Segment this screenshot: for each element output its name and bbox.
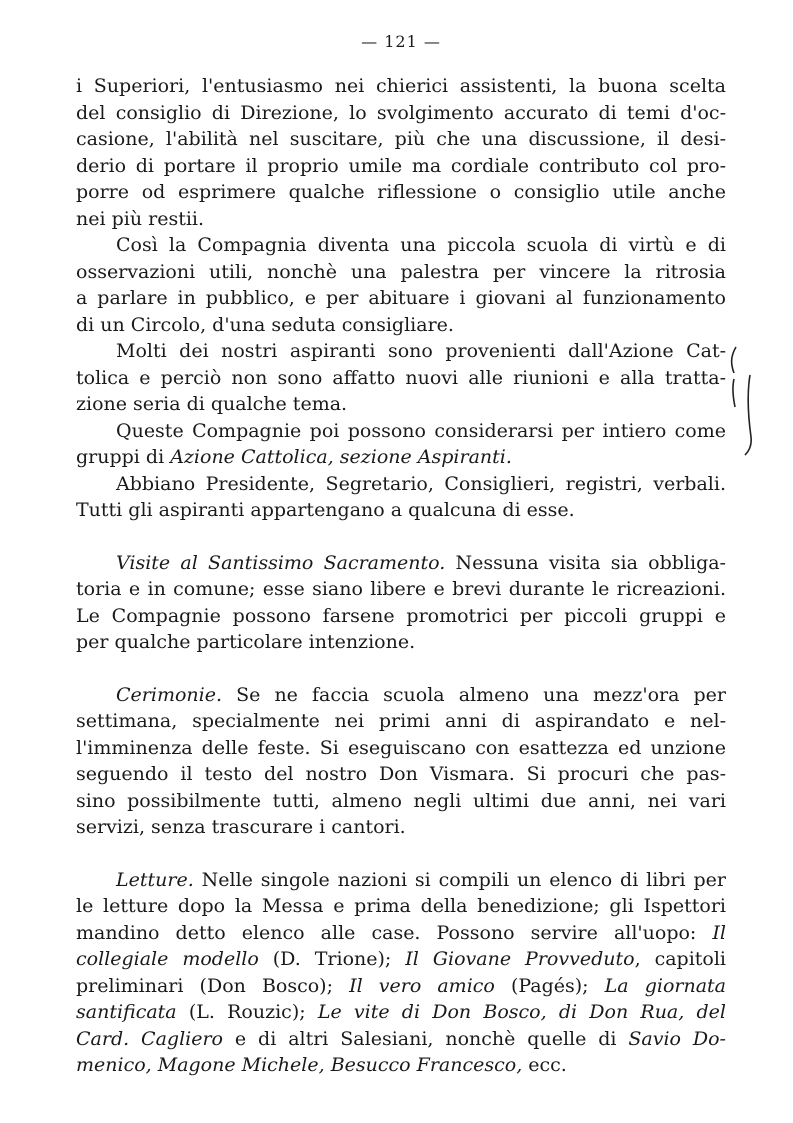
book-title: santificata — [76, 1001, 177, 1023]
text-line: per qualche particolare intenzione. — [76, 631, 416, 653]
text-run: Nessuna visita sia obbliga- — [445, 551, 726, 574]
paragraph-gap — [76, 656, 726, 682]
paragraph-cerimonie — [76, 682, 726, 841]
text-line: Così la Compagnia diventa una piccola scuola di virtù e di — [116, 234, 726, 256]
italic-run: Azione Cattolica, sezione Aspiranti. — [170, 446, 512, 468]
book-title: menico, Magone Michele, Besucco Francesco, — [76, 1054, 523, 1076]
text-line — [76, 1052, 726, 1079]
paragraph-gap — [76, 524, 726, 550]
text-line: l'imminenza delle feste. Si eseguiscano con esattezza ed unzione — [76, 736, 726, 759]
text-run: Se ne faccia scuola almeno una mezz'ora per — [222, 683, 726, 706]
text-line — [76, 682, 726, 709]
paragraph-1 — [76, 73, 726, 232]
text-run: , capitoli — [634, 948, 727, 970]
text-run: gruppi di — [76, 446, 171, 468]
book-title: collegiale modello — [76, 948, 259, 970]
text-line: servizi, senza trascurare i cantori. — [76, 816, 406, 838]
text-line — [76, 1026, 726, 1053]
text-run: mandino detto elenco alle case. Possono servire all'uopo: — [76, 921, 713, 944]
text-line: zione seria di qualche tema. — [76, 393, 348, 415]
book-title: Il vero amico — [349, 974, 495, 997]
handwritten-margin-bracket — [728, 345, 758, 457]
text-line: Abbiano Presidente, Segretario, Consiglieri, registri, verbali. — [116, 472, 726, 495]
book-title: Savio Do- — [628, 1027, 726, 1050]
text-line — [76, 973, 726, 1000]
text-line: toria e in comune; esse siano libere e brevi durante le ricreazioni. — [76, 578, 726, 600]
paragraph-gap — [76, 841, 726, 867]
book-title: Il — [712, 921, 726, 944]
text-line: Queste Compagnie poi possono considerarsi per intiero come — [116, 419, 726, 442]
paragraph-3 — [76, 338, 726, 418]
text-run: (Pagés); — [494, 974, 605, 997]
text-line: Tutti gli aspiranti appartengano a qualcuna di esse. — [76, 499, 575, 521]
text-line — [76, 444, 726, 471]
text-line: seguendo il testo del nostro Don Vismara. Si procuri che pas- — [76, 763, 726, 785]
text-run: Nelle singole nazioni si compili un elenco di libri per — [193, 868, 726, 891]
book-title: La giornata — [604, 974, 726, 997]
text-line: derio di portare il proprio umile ma cordiale contributo col pro- — [76, 154, 726, 177]
text-line — [76, 867, 726, 894]
text-line: le letture dopo la Messa e prima della benedizione; gli Ispettori — [76, 895, 726, 917]
text-line: osservazioni utili, nonchè una palestra per vincere la ritrosia — [76, 260, 726, 283]
book-title: Il Giovane Provveduto — [405, 948, 635, 970]
section-heading: Letture. — [116, 868, 194, 891]
text-line — [76, 920, 726, 947]
text-run: (D. Trione); — [258, 948, 406, 970]
text-line: nei più restii. — [76, 207, 205, 230]
text-line: settimana, specialmente nei primi anni di aspirandato e nel- — [76, 710, 726, 732]
page-number: — 121 — — [361, 32, 441, 51]
text-line: tolica e perciò non sono affatto nuovi alle riunioni e alla tratta- — [76, 366, 726, 389]
book-title: Le vite di Don Bosco, di Don Rua, del — [317, 1001, 726, 1023]
text-line: Molti dei nostri aspiranti sono provenienti dall'Azione Cat- — [116, 340, 726, 362]
text-line — [76, 946, 726, 973]
text-line: a parlare in pubblico, e per abituare i giovani al funzionamento — [76, 287, 726, 309]
text-line: del consiglio di Direzione, lo svolgimento accurato di temi d'oc- — [76, 101, 726, 124]
text-line: i Superiori, l'entusiasmo nei chierici assistenti, la buona scelta — [76, 75, 726, 97]
text-line: di un Circolo, d'una seduta consigliare. — [76, 313, 454, 336]
text-line: porre od esprimere qualche riflessione o consiglio utile anche — [76, 181, 726, 203]
text-line — [76, 550, 726, 577]
text-line: Le Compagnie possono farsene promotrici per piccoli gruppi e — [76, 604, 726, 627]
book-page — [76, 32, 726, 1079]
section-heading: Visite al Santissimo Sacramento. — [116, 551, 446, 574]
text-run: e di altri Salesiani, nonchè quelle di — [223, 1027, 629, 1050]
paragraph-4 — [76, 418, 726, 471]
paragraph-2 — [76, 232, 726, 338]
text-run: preliminari (Don Bosco); — [76, 974, 350, 997]
text-run: ecc. — [522, 1054, 567, 1076]
book-title: Card. Cagliero — [76, 1027, 223, 1050]
section-heading: Cerimonie. — [116, 683, 222, 706]
paragraph-visite — [76, 550, 726, 656]
text-run: (L. Rouzic); — [176, 1001, 318, 1023]
paragraph-letture — [76, 867, 726, 1079]
text-line: casione, l'abilità nel suscitare, più che una discussione, il desi- — [76, 128, 726, 150]
paragraph-5 — [76, 471, 726, 524]
text-line — [76, 999, 726, 1026]
text-line: sino possibilmente tutti, almeno negli ultimi due anni, nei vari — [76, 789, 726, 812]
